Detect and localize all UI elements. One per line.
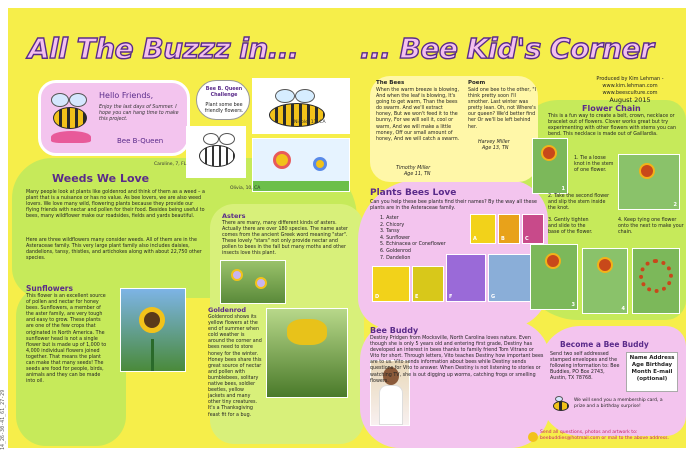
become-bee-buddy-box (548, 340, 680, 430)
become-title: Become a Bee Buddy (560, 340, 649, 349)
stem-shape (151, 339, 154, 371)
plant-letter: A (473, 236, 477, 242)
plant-item: 3. Tansy (380, 229, 400, 235)
chain-step-photo-3 (530, 244, 578, 310)
plant-item: 2. Chicory (380, 222, 405, 228)
flower-icon (313, 157, 327, 171)
wing-shape (219, 133, 235, 145)
plant-item: 4. Sunflower (380, 235, 411, 241)
plant-photo-f (446, 254, 486, 302)
chain-step-photo-1 (532, 138, 568, 194)
gaillardia-flower-icon (639, 163, 655, 179)
goldenrod-photo (266, 308, 348, 398)
buddy-body: Destiny Pridgen from Mocksville, North Carolina loves nature. Even though she is only 5 years old and entering first grade, Destiny has developed an interest in bees thanks to family friend Tom Vitrano or Vito for short. Through letters, Vito teaches Destiny how important bees are to us. Vito sends information about bees while Destiny sends questions for Vito to answer. When Destiny is not listening to stories or watching TV, she is out digging up worms, catching frogs or smelling flowers. (370, 336, 544, 384)
hello-box (38, 80, 190, 156)
caption-nicole: Nicole, 11, CA (294, 120, 326, 125)
poem-author: Harvey Miller (478, 140, 510, 145)
weeds-paragraph-2: Here are three wildflowers many consider weeds. All of them are in the Asteraceae family. This very large plant family also includes daisies, dandelions, tansy, thistles, and artichokes along with about 22,750 other species. (26, 238, 202, 262)
issue-date: August 2015 (609, 96, 651, 104)
sunflower-icon (139, 307, 165, 333)
chain-step-photo-4 (582, 248, 628, 314)
plant-photo-b (498, 214, 520, 244)
caption-olivia: Olivia, 10, CA (230, 186, 261, 191)
queen-bee-icon (47, 93, 93, 145)
wing-shape (51, 93, 69, 107)
bee-body-shape (199, 145, 235, 167)
wing-shape (69, 93, 87, 107)
plant-item: 7. Dandelion (380, 255, 411, 261)
caption-caroline: Caroline, 7, FL (154, 162, 187, 167)
poem-bees-age: Age 11, TN (404, 172, 431, 177)
weeds-paragraph-1: Many people look at plants like goldenrod and think of them as a weed – a plant that is a nuisance or has no value. As bee lovers, we are also weed lovers. We love many wild, flowering plants because they provide our flying friends with nectar and pollen for their food. Besides being useful to bees, many wildflower make our roadsides, fields and yards beautiful. (26, 190, 205, 220)
wing-shape (203, 133, 219, 145)
aster-photo (220, 260, 286, 304)
sunflower-photo (120, 288, 186, 372)
step-number: 1 (561, 186, 565, 192)
hello-body: Enjoy the last days of Summer. I hope you can hang time to make this project. (99, 105, 179, 122)
chain-intro: This is a fun way to create a belt, crown, necklace or bracelet out of flowers. Clover works great but try experimenting with other flowers with stems you can bend. This necklace is made out of Gaillardia. (548, 114, 677, 138)
grass-shape (253, 181, 349, 191)
flower-drawing-olivia (252, 138, 350, 192)
credit-website: www.beesculture.com (602, 90, 658, 96)
membership-fields-card: Name Address Age Birthday Month E-mail (optional) (626, 352, 678, 392)
sun-icon (528, 432, 538, 442)
become-body: Send two self addressed stamped envelopes and the following information to: Bee Buddies, PO Box 2743, Austin, TX 78768. (550, 352, 620, 382)
goldenrod-body: Goldenrod shows its yellow flowers at the end of summer when cold weather is around the corner and bees need to store honey for the winter. Honey bees share this great source of nectar and pollen with bumblebees, solitary native bees, soldier beetles, yellow jackets and many other tiny creatures. It's a Thanksgiving feast fit for a bug. (208, 315, 262, 418)
hello-title: Hello Friends, (99, 91, 154, 100)
credit-block (574, 76, 686, 104)
wing-shape (275, 89, 295, 103)
bee-icon (552, 396, 570, 412)
chain-step-3: 3. Gently tighten and slide to the base of the flower. (548, 218, 593, 236)
poem-bees-author: Timothy Miller (396, 166, 431, 171)
plant-item: 5. Echinacea or Coneflower (380, 242, 446, 248)
plant-letter: D (375, 294, 380, 300)
bee-drawing-caroline (186, 126, 246, 178)
flower-icon (51, 131, 91, 143)
buddy-title: Bee Buddy (370, 326, 419, 335)
plant-item: 1. Aster (380, 216, 399, 221)
plant-photo-a (470, 214, 496, 244)
goldenrod-flower-icon (287, 319, 327, 345)
necklace-icon (639, 259, 673, 293)
poem-title: Poem (468, 80, 486, 86)
poem-body: Said one bee to the other, "I think pretty soon I'll smother. Last winter was pretty lean. Oh, not Where's our queen? We'd better find her Or we'll be left behind her. (468, 88, 536, 130)
bee-sketch-icon (195, 133, 239, 173)
masthead-left: All The Buzzz in... (28, 32, 299, 65)
plant-letter: E (415, 294, 419, 300)
chain-necklace-photo (632, 248, 680, 314)
plant-photo-e (412, 266, 444, 302)
hello-signature: Bee B-Queen (117, 137, 164, 145)
aster-flower-icon (231, 269, 243, 281)
sunflowers-title: Sunflowers (26, 284, 73, 293)
credit-producer: Produced by Kim Lehman - www.kim.lehman.com (596, 76, 664, 89)
plant-letter: B (501, 236, 505, 242)
gaillardia-flower-icon (541, 145, 557, 161)
side-print-code: 14_26-30-41_61_27-29 (0, 389, 6, 450)
challenge-title: Bee B. Queen Challenge (205, 87, 243, 98)
asters-body: There are many, many different kinds of asters. Actually there are over 180 species. The name aster comes from the ancient Greek word meaning "star". These lovely "stars" not only provide nectar and pollen to bees in the fall but many moths and other insects love this plant. (222, 221, 348, 257)
goldenrod-title: Goldenrod (208, 306, 247, 314)
chain-step-4: 4. Keep tying one flower onto the next to make your chain. (618, 218, 684, 236)
bee-body-shape (53, 107, 87, 129)
chain-step-1: 1. Tie a loose knot in the stem of one flower. (574, 156, 614, 174)
asters-title: Asters (222, 212, 246, 220)
masthead-right: ... Bee Kid's Corner (360, 32, 654, 65)
footer-text: Send all questions, photos and artwork to: beebuddies@hotmail.com or mail to the above address. (540, 430, 670, 441)
step-number: 4 (621, 306, 625, 312)
magazine-page (8, 8, 686, 448)
poem-bees-title: The Bees (376, 80, 405, 86)
plants-intro: Can you help these bee plants find their names? By the way all these plants are in the Asteraceae family. (370, 200, 537, 212)
plant-photo-c (522, 214, 544, 244)
plant-photo-d (372, 266, 410, 302)
become-member-note: We will send you a membership card, a prize and a birthday surprise! (574, 398, 663, 410)
wing-shape (295, 89, 315, 103)
chain-step-photo-2 (618, 154, 680, 210)
bee-body-shape (553, 401, 569, 411)
poem-age: Age 13, TN (482, 146, 509, 151)
plant-item: 6. Goldenrod (380, 248, 411, 254)
step-number: 3 (571, 302, 575, 308)
step-number: 2 (673, 202, 677, 208)
plants-title: Plants Bees Love (370, 188, 457, 198)
challenge-text: Plant some bee friendly flowers. (204, 103, 244, 114)
aster-flower-icon (255, 277, 267, 289)
challenge-box (196, 80, 250, 120)
chain-title: Flower Chain (582, 104, 641, 113)
weeds-title: Weeds We Love (52, 172, 150, 185)
sunflowers-body: This flower is an excellent source of pollen and nectar for honey bees. Sunflowers, a member of the aster family, are very tough and easy to grow. These plants are one of the few crops that originated in North America. The sunflower head is not a single flower but is made up of 1,000 to 4,000 individual flowers joined together. That means the plant can make that many seeds! The seeds are food for people, birds, animals and they can be made into oil. (26, 294, 107, 385)
chain-step-2: 2. Take the second flower and slip the stem inside the knot. (548, 194, 610, 212)
portrait-dress-shape (379, 385, 403, 425)
plant-letter: F (449, 294, 453, 300)
plant-letter: C (525, 236, 529, 242)
bee-drawing-nicole (252, 78, 350, 134)
poem-bees-body: When the warm breeze is blowing, And when the leaf is blowing, It's going to get warm, Than the bees do swarm. And we'll extract honey, But we won't feed it to the bunny, For we will sell it, cool or warm, And we will make a little money, Off our small amount of honey, And we will catch a swarm. (376, 88, 460, 142)
flower-icon (273, 151, 291, 169)
gaillardia-flower-icon (597, 257, 613, 273)
plant-letter: G (491, 294, 496, 300)
gaillardia-flower-icon (545, 253, 561, 269)
footer-note (526, 430, 684, 446)
